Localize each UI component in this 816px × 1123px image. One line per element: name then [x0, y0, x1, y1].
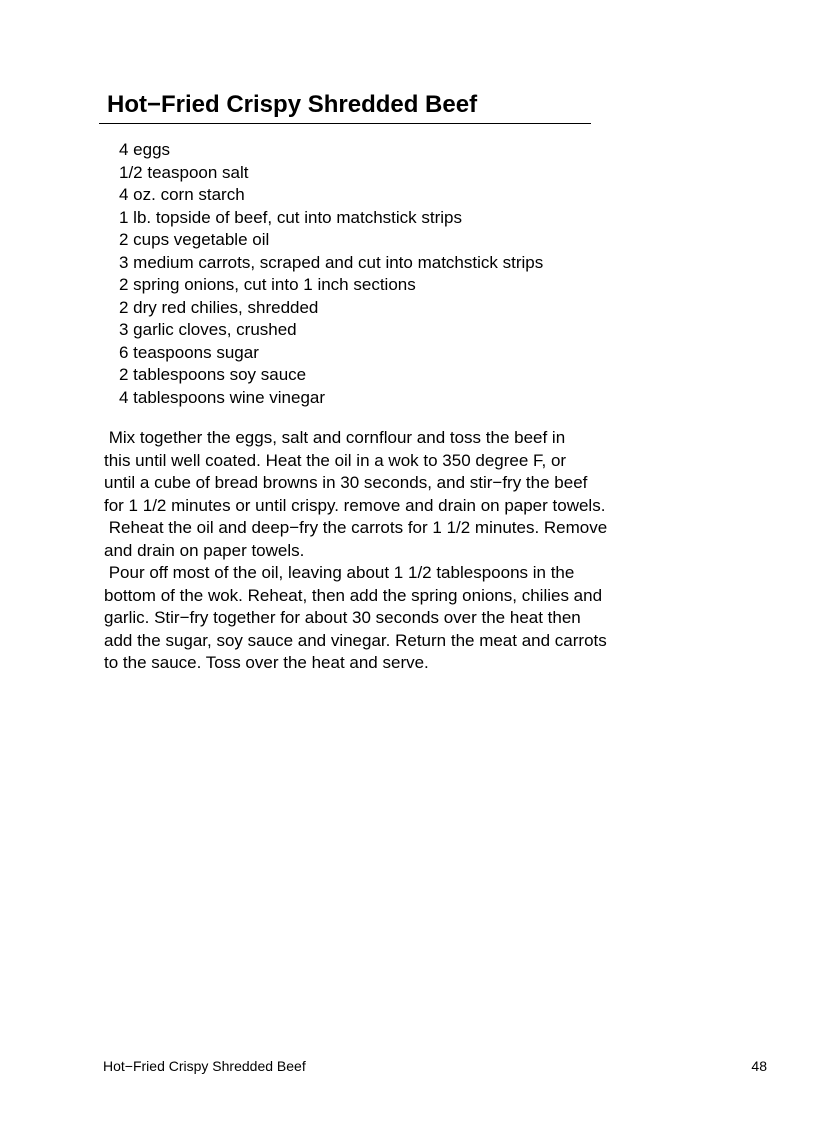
ingredient-item: 4 oz. corn starch — [119, 185, 245, 204]
recipe-title: Hot−Fried Crispy Shredded Beef — [107, 91, 478, 118]
instruction-line: garlic. Stir−fry together for about 30 seconds over the heat then — [104, 608, 581, 627]
ingredient-list — [119, 139, 543, 409]
instruction-line: until a cube of bread browns in 30 seconds, and stir−fry the beef — [104, 473, 588, 492]
ingredient-item: 4 eggs — [119, 140, 171, 159]
instruction-line: for 1 1/2 minutes or until crispy. remove and drain on paper towels. — [104, 495, 606, 515]
instruction-line: add the sugar, soy sauce and vinegar. Return the meat and carrots — [104, 630, 607, 650]
page-number: 48 — [751, 1058, 767, 1074]
title-underline — [99, 123, 591, 124]
ingredient-item: 3 garlic cloves, crushed — [119, 320, 297, 339]
ingredient-item: 2 cups vegetable oil — [119, 230, 270, 249]
instruction-line: to the sauce. Toss over the heat and serve. — [104, 653, 429, 672]
ingredient-item: 2 tablespoons soy sauce — [119, 365, 307, 384]
ingredient-item: 3 medium carrots, scraped and cut into matchstick strips — [119, 252, 544, 272]
ingredient-item: 2 dry red chilies, shredded — [119, 297, 319, 317]
footer-title: Hot−Fried Crispy Shredded Beef — [103, 1058, 306, 1074]
ingredient-item: 1 lb. topside of beef, cut into matchstick strips — [119, 207, 462, 227]
instruction-line: bottom of the wok. Reheat, then add the spring onions, chilies and — [104, 585, 603, 605]
instruction-line: this until well coated. Heat the oil in a wok to 350 degree F, or — [104, 450, 567, 470]
ingredient-item: 1/2 teaspoon salt — [119, 162, 249, 182]
ingredient-item: 6 teaspoons sugar — [119, 342, 259, 362]
instruction-line: Mix together the eggs, salt and cornflour and toss the beef in — [104, 428, 566, 447]
instruction-line: and drain on paper towels. — [104, 540, 305, 560]
ingredient-item: 4 tablespoons wine vinegar — [119, 387, 326, 407]
instruction-line: Reheat the oil and deep−fry the carrots for 1 1/2 minutes. Remove — [104, 518, 608, 537]
instruction-line: Pour off most of the oil, leaving about 1 1/2 tablespoons in the — [104, 563, 575, 582]
instructions-text — [104, 427, 664, 675]
ingredient-item: 2 spring onions, cut into 1 inch sections — [119, 275, 416, 294]
